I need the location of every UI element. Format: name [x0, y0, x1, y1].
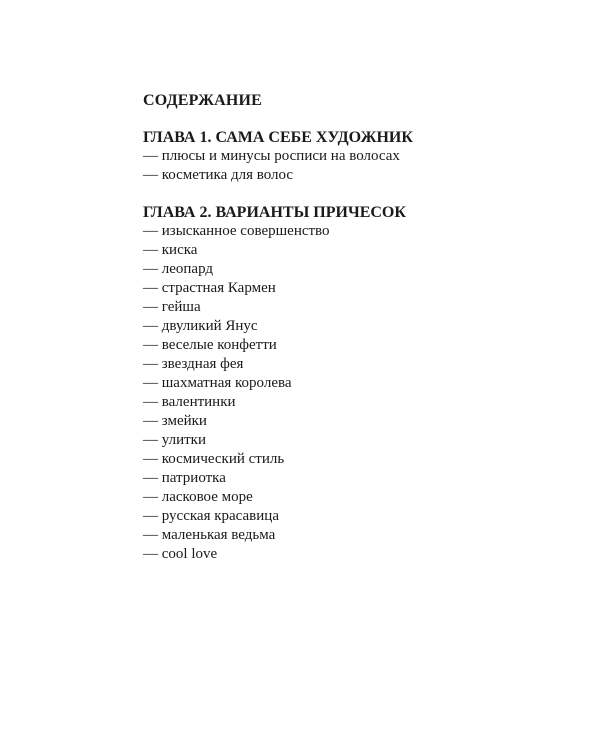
- toc-item: — страстная Кармен: [143, 280, 276, 296]
- toc-item: — ласковое море: [143, 489, 253, 505]
- toc-item: — маленькая ведьма: [143, 527, 276, 543]
- chapter-1-section: [143, 128, 573, 185]
- toc-item: — гейша: [143, 299, 201, 315]
- toc-item: — улитки: [143, 432, 206, 448]
- toc-item: — шахматная королева: [143, 375, 292, 391]
- toc-title: СОДЕРЖАНИЕ: [143, 92, 263, 109]
- toc-item: — леопард: [143, 261, 214, 277]
- toc-item: — изысканное совершенство: [143, 223, 330, 239]
- toc-item: — валентинки: [143, 394, 236, 410]
- toc-item: — змейки: [143, 413, 207, 429]
- toc-item: — cool love: [143, 546, 218, 562]
- toc-item: — русская красавица: [143, 508, 279, 524]
- toc-item: — косметика для волос: [143, 167, 294, 183]
- chapter-1-items: [143, 147, 573, 185]
- toc-item: — киска: [143, 242, 198, 258]
- toc-item: — космический стиль: [143, 451, 285, 467]
- toc-item: — веселые конфетти: [143, 337, 277, 353]
- toc-item: — звездная фея: [143, 356, 244, 372]
- chapter-2-section: [143, 203, 573, 564]
- chapter-1-heading: ГЛАВА 1. САМА СЕБЕ ХУДОЖНИК: [143, 129, 413, 146]
- chapter-2-heading: ГЛАВА 2. ВАРИАНТЫ ПРИЧЕСОК: [143, 204, 406, 221]
- toc-item: — патриотка: [143, 470, 226, 486]
- chapter-2-items: [143, 222, 573, 564]
- table-of-contents: [143, 92, 573, 564]
- toc-item: — плюсы и минусы росписи на волосах: [143, 148, 400, 164]
- toc-item: — двуликий Янус: [143, 318, 258, 334]
